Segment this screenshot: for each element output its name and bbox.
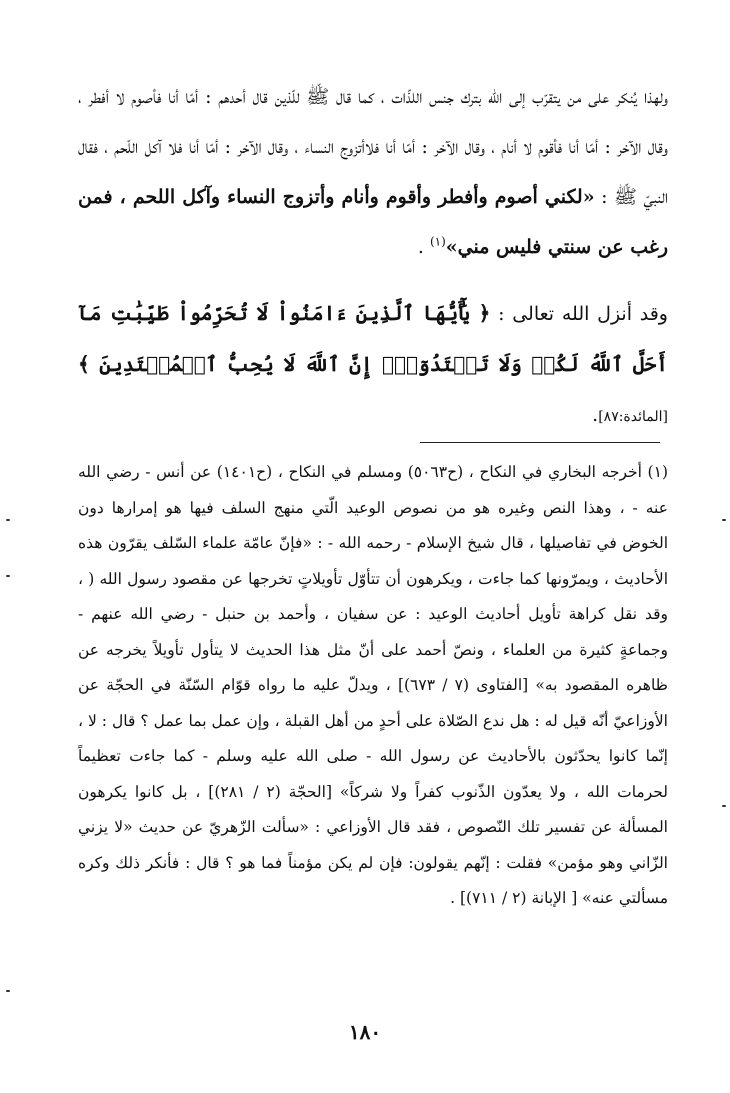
- scan-speck: [6, 519, 10, 521]
- paragraph-1-text: ولهذا يُنكر على من يتقرّب إلى الله بترك جنس اللذّات ، كما قال ﷺ للّذين قال أحدهم : أمّا أنا فأصوم لا أفطر ، وقال الآخر : أمّا أنا فأقوم لا أنام ، وقال الآخر : أمّا أنا فلاأتزوج النساء ، وقال الآخر : أمّا أنا فلا آكل اللّحم ، فقال النبيّ ﷺ :: [78, 86, 669, 208]
- paragraph-2-end: .: [592, 404, 599, 426]
- quran-verse: ﴿ يَٰٓأَيُّهَا ٱلَّذِينَ ءَامَنُواْ لَا تُحَرِّمُواْ طَيِّبَٰتِ مَآ أَحَلَّ ٱللَّهُ لَكُمۡ وَلَا تَعۡتَدُوٓاْۚ إِنَّ ٱللَّهَ لَا يُحِبُّ ٱلۡمُعۡتَدِينَ ﴾: [78, 301, 668, 376]
- paragraph-2: [78, 288, 668, 442]
- verse-paragraph: [78, 288, 668, 442]
- footnotes-section: [78, 455, 668, 917]
- paragraph-1-end: .: [417, 236, 430, 258]
- footnote-marker: (١): [429, 234, 446, 249]
- page-number: ١٨٠: [348, 1020, 382, 1044]
- scan-speck: [6, 990, 10, 992]
- verse-intro: وقد أنزل الله تعالى :: [490, 303, 668, 325]
- scan-speck: [722, 805, 726, 807]
- footnote-divider: [420, 442, 660, 443]
- surah-reference: [المائدة:٨٧]: [598, 409, 668, 425]
- footnote-1: (١) أخرجه البخاري في النكاح ، (ح٥٠٦٣) ومسلم في النكاح ، (ح١٤٠١) عن أنس - رضي الله عنه - ، وهذا النص وغيره هو من نصوص الوعيد الّتي منهج السلف فيها هو إمرارها دون الخوض في تفاصيلها ، قال شيخ الإسلام - رحمه الله - : «فإنّ عامّة علماء السّلف يقرّون هذه الأحاديث ، ويمرّونها كما جاءت ، ويكرهون أن تتأوّل تأويلاتٍ تخرجها عن مقصود رسول الله ( ، وقد نقل كراهة تأويل أحاديث الوعيد : عن سفيان ، وأحمد بن حنبل - رضي الله عنهم - وجماعةٍ كثيرة من العلماء ، ونصّ أحمد على أنّ مثل هذا الحديث لا يتأول تأويلاً يخرجه عن ظاهره المقصود به» [الفتاوى (٧ / ٦٧٣)] ، ويدلّ عليه ما رواه قوّام السّنّة في الحجّة عن الأوزاعيّ أنّه قيل له : هل ندع الصّلاة على أحدٍ من أهل القبلة ، وإن عمل بما عمل ؟ قال : لا ، إنّما كانوا يحدّثون بالأحاديث عن رسول الله - صلى الله عليه وسلم - كما جاءت تعظيماً لحرمات الله ، ولا يعدّون الذّنوب كفراً ولا شركاً» [الحجّة (٢ / ٢٨١)] ، بل كانوا يكرهون المسألة عن تفسير تلك النّصوص ، فقد قال الأوزاعي : «سألت الزّهريّ عن حديث «لا يزني الزّاني وهو مؤمن» فقلت : إنّهم يقولون: فإن لم يكن مؤمناً فما هو ؟ قال : فأنكر ذلك وكره مسألتي عنه» [ الإبانة (٢ / ٧١١)] .: [78, 463, 669, 907]
- paragraph-1: [78, 72, 668, 272]
- hadith-quote: «لكني أصوم وأفطر وأقوم وأنام وأتزوج النساء وآكل اللحم ، فمن رغب عن سنتي فليس مني»: [78, 186, 668, 258]
- main-paragraph: [78, 72, 668, 272]
- scan-speck: [6, 575, 10, 577]
- scan-speck: [722, 519, 726, 521]
